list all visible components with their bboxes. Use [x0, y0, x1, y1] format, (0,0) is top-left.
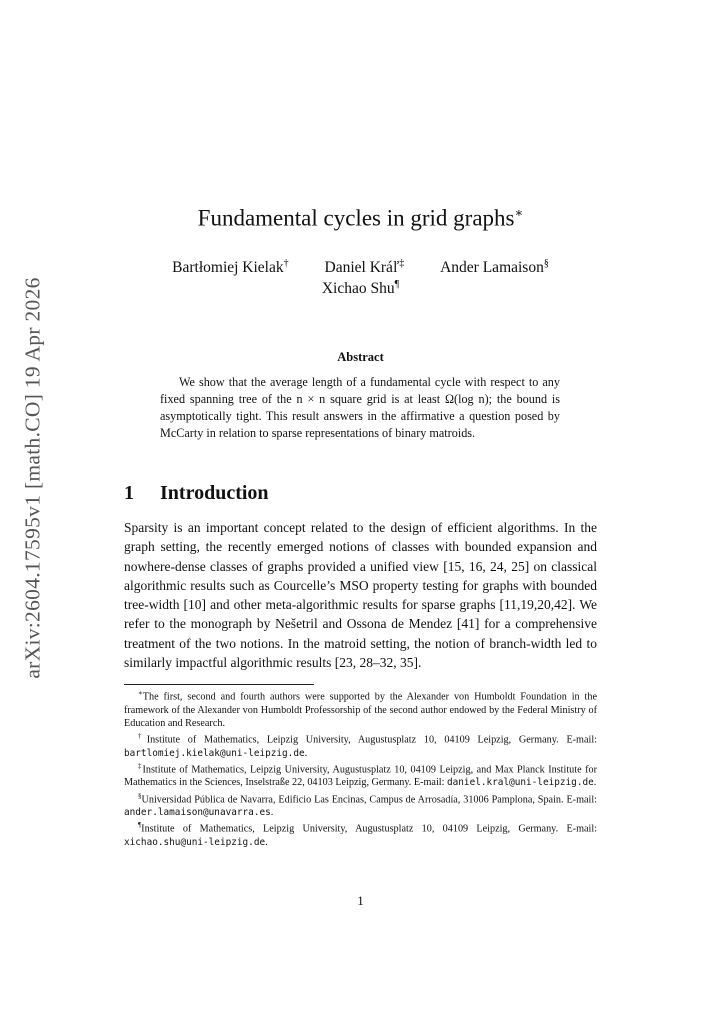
footnote-mark: §: [138, 791, 142, 800]
email-end: .: [265, 836, 268, 848]
author-lamaison: [440, 258, 549, 277]
footnote-text: The first, second and fourth authors were supported by the Alexander von Humboldt Foundation in the framework of the Alexander von Humboldt Professorship of the second author endowed by the Federal Ministry of Education and Research.: [124, 691, 597, 729]
footnote-mark: ¶: [138, 821, 142, 830]
email-end: .: [270, 807, 274, 819]
email-label: E-mail:: [413, 777, 445, 789]
author-name: Ander Lamaison: [440, 259, 544, 277]
author-mark: †: [283, 258, 289, 269]
author-name: Bartłomiej Kielak: [172, 259, 284, 277]
footnote-mark: †: [138, 732, 147, 740]
author-shu: [322, 279, 399, 298]
email-label: E-mail:: [566, 734, 597, 746]
email-end: .: [304, 747, 308, 759]
author-kral: [325, 258, 405, 277]
intro-paragraph: [124, 518, 597, 672]
footnotes: [124, 687, 597, 849]
author-mark: ¶: [394, 279, 400, 290]
title-footnote-mark: ∗: [514, 205, 524, 220]
footnote-rule: [124, 684, 314, 685]
title-text: Fundamental cycles in grid graphs: [197, 205, 515, 231]
author-mark: §: [543, 258, 549, 269]
email-label: E-mail:: [566, 823, 598, 835]
section-title: Introduction: [160, 482, 269, 504]
abstract-text: We show that the average length of a fundamental cycle with respect to any fixed spanning tree of the n × n square grid is at least Ω(log n); the bound is asymptotically tight. This result answers in the affirmative a question posed by McCarty in relation to sparse representations of binary matroids.: [160, 375, 560, 440]
intro-text: Sparsity is an important concept related to the design of efficient algorithms. In the graph setting, the recently emerged notions of classes with bounded expansion and nowhere-dense classes of graphs provided a unified view [15, 16, 24, 25] on classical algorithmic results such as Courcelle’s MSO property testing for graphs with bounded tree-width [10] and other meta-algorithmic results for sparse graphs [11,19,20,42]. We refer to the monograph by Nešetril and Ossona de Mendez [41] for a comprehensive treatment of the two notions. In the matroid setting, the notion of branch-width led to similarly impactful algorithmic results [23, 28–32, 35].: [124, 520, 597, 671]
section-number: 1: [124, 482, 134, 504]
footnote-1: [124, 687, 597, 730]
footnote-text: Universidad Pública de Navarra, Edificio Las Encinas, Campus de Arrosadía, 31006 Pamplona, Spain.: [141, 793, 564, 805]
footnote-3: [124, 760, 597, 790]
paper-title: [0, 205, 721, 232]
author-kielak: [172, 258, 288, 277]
email-address[interactable]: ander.lamaison@unavarra.es: [124, 807, 271, 819]
footnote-text: Institute of Mathematics, Leipzig University, Augustusplatz 10, 04109 Leipzig, Germany.: [146, 734, 559, 746]
section-heading: [124, 482, 269, 505]
author-mark: ‡: [399, 258, 405, 269]
email-address[interactable]: bartlomiej.kielak@uni-leipzig.de: [124, 747, 305, 759]
footnote-4: [124, 790, 597, 820]
footnote-text: Institute of Mathematics, Leipzig University, Augustusplatz 10, 04109 Leipzig, Germany.: [141, 823, 559, 835]
abstract-body: [160, 374, 560, 442]
abstract-heading: Abstract: [337, 350, 384, 364]
footnote-mark: ‡: [138, 761, 143, 770]
footnote-text: Institute of Mathematics, Leipzig University, Augustusplatz 10, 04109 Leipzig, and Max Planck Institute for Mathematics in the Sciences, Inselstraße 22, 04103 Leipzig, Germany.: [124, 764, 597, 789]
authors-row-2: [0, 279, 721, 298]
author-name: Daniel Kráľ: [324, 259, 400, 277]
footnote-5: [124, 819, 597, 849]
authors-row-1: [0, 258, 721, 277]
email-end: .: [593, 777, 597, 789]
footnote-mark: ∗: [138, 689, 143, 697]
email-address[interactable]: daniel.kral@uni-leipzig.de: [447, 777, 594, 789]
email-label: E-mail:: [566, 793, 598, 805]
footnote-2: [124, 730, 597, 760]
page-number: 1: [357, 893, 364, 908]
arxiv-identifier: arXiv:2604.17595v1 [math.CO] 19 Apr 2026: [20, 277, 45, 679]
author-name: Xichao Shu: [321, 280, 395, 298]
email-address[interactable]: xichao.shu@uni-leipzig.de: [124, 836, 266, 848]
